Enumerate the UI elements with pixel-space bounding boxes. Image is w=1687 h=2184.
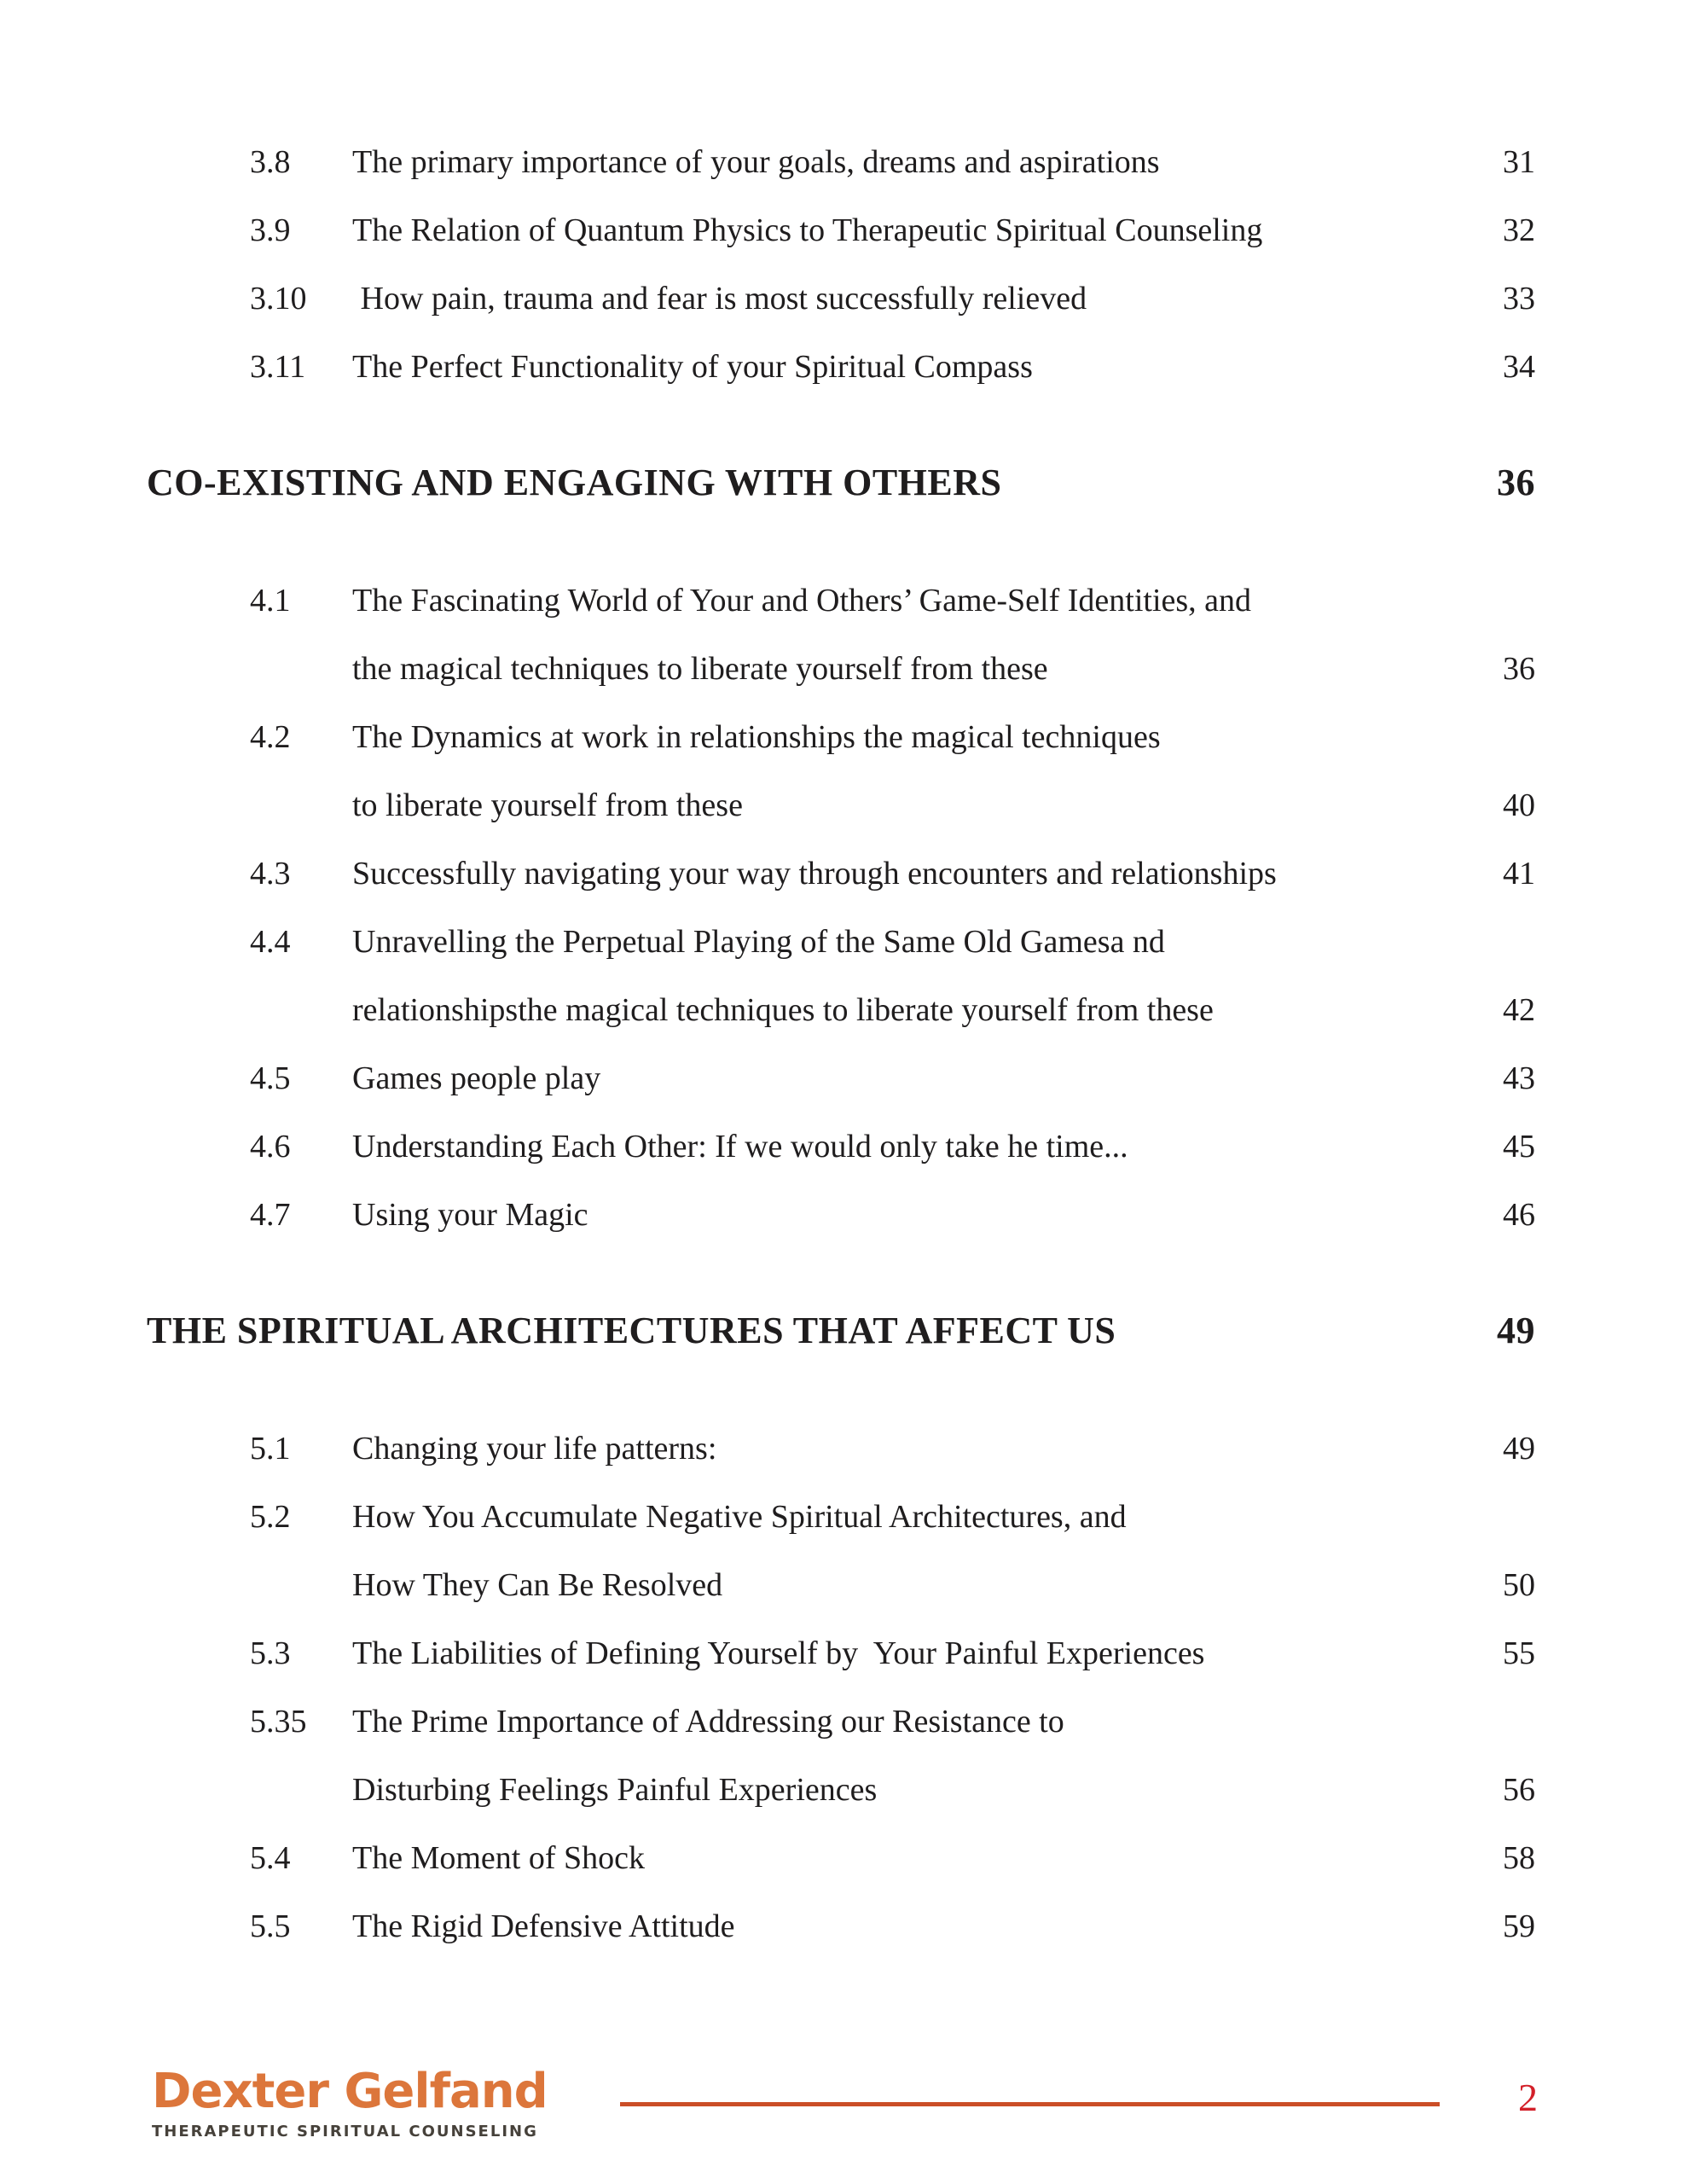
- toc-entry-line: [250, 1756, 1535, 1824]
- toc-section-heading: [147, 1297, 1535, 1365]
- toc-entry: [147, 566, 1535, 703]
- toc-entry: [147, 1181, 1535, 1249]
- entry-page-number: 59: [1503, 1908, 1535, 1944]
- section-title: CO-EXISTING AND ENGAGING WITH OTHERS: [147, 462, 1002, 503]
- toc-entry-line: [250, 333, 1535, 401]
- entry-number: 4.2: [250, 719, 291, 755]
- entry-title-line: the magical techniques to liberate yourself from these: [352, 651, 1048, 687]
- logo-wordmark: Dexter Gelfand: [152, 2064, 548, 2119]
- entry-page-number: 34: [1503, 349, 1535, 385]
- entry-page-number: 50: [1503, 1567, 1535, 1603]
- entry-number: 5.5: [250, 1908, 291, 1944]
- entry-number: 3.11: [250, 349, 306, 385]
- entry-page-number: 31: [1503, 144, 1535, 180]
- entry-page-number: 33: [1503, 281, 1535, 317]
- toc-entry-line: [250, 1414, 1535, 1483]
- section-page-number: 36: [1497, 462, 1535, 503]
- entry-title-line: How pain, trauma and fear is most successfully relieved: [352, 281, 1087, 317]
- entry-title-line: Changing your life patterns:: [352, 1431, 717, 1467]
- entry-title-line: relationshipsthe magical techniques to liberate yourself from these: [352, 992, 1214, 1028]
- entry-title-line: The Liabilities of Defining Yourself by Your Painful Experiences: [352, 1635, 1205, 1671]
- toc-entry-line: [250, 566, 1535, 635]
- entry-number: 4.1: [250, 583, 291, 619]
- entry-page-number: 56: [1503, 1772, 1535, 1808]
- entry-title-line: Using your Magic: [352, 1197, 588, 1233]
- toc-section-heading: [147, 449, 1535, 517]
- entry-page-number: [1458, 908, 1535, 976]
- entry-number: [250, 635, 352, 703]
- entry-page-number: 40: [1503, 787, 1535, 823]
- entry-number: 4.5: [250, 1060, 291, 1096]
- logo-tagline: THERAPEUTIC SPIRITUAL COUNSELING: [152, 2123, 538, 2140]
- entry-number: 4.3: [250, 856, 291, 892]
- entry-number: 4.4: [250, 924, 291, 960]
- entry-number: 4.7: [250, 1197, 291, 1233]
- entry-page-number: 41: [1503, 856, 1535, 892]
- toc-entry: [147, 264, 1535, 333]
- toc-entry-line: [250, 1044, 1535, 1112]
- toc-entry: [147, 1619, 1535, 1687]
- entry-title-line: Successfully navigating your way through encounters and relationships: [352, 856, 1277, 892]
- entry-title-line: Unravelling the Perpetual Playing of the Same Old Gamesa nd: [352, 924, 1165, 960]
- toc-entry-line: [250, 771, 1535, 839]
- toc-entry: [147, 1687, 1535, 1824]
- toc-entry-line: [250, 635, 1535, 703]
- toc-entry: [147, 128, 1535, 196]
- entry-title-line: The Moment of Shock: [352, 1840, 646, 1876]
- entry-page-number: 36: [1503, 651, 1535, 687]
- toc-entry: [147, 703, 1535, 839]
- entry-page-number: 46: [1503, 1197, 1535, 1233]
- entry-page-number: 32: [1503, 212, 1535, 248]
- toc-entry: [147, 908, 1535, 1044]
- entry-number: 3.9: [250, 212, 291, 248]
- entry-title-line: The primary importance of your goals, dreams and aspirations: [352, 144, 1160, 180]
- entry-page-number: 42: [1503, 992, 1535, 1028]
- toc-entry-line: [250, 264, 1535, 333]
- toc-entry: [147, 1112, 1535, 1181]
- entry-number: 5.4: [250, 1840, 291, 1876]
- entry-title-line: The Relation of Quantum Physics to Therapeutic Spiritual Counseling: [352, 212, 1263, 248]
- entry-page-number: [1458, 1687, 1535, 1756]
- entry-page-number: [1458, 1483, 1535, 1551]
- toc-entry: [147, 1044, 1535, 1112]
- section-title: THE SPIRITUAL ARCHITECTURES THAT AFFECT US: [147, 1310, 1116, 1351]
- entry-number: [250, 976, 352, 1044]
- toc-entry-line: [250, 1551, 1535, 1619]
- toc-entry: [147, 1824, 1535, 1892]
- toc-entry-line: [250, 1892, 1535, 1960]
- entry-page-number: [1458, 566, 1535, 635]
- entry-page-number: 55: [1503, 1635, 1535, 1671]
- entry-number: [250, 1551, 352, 1619]
- entry-number: 3.8: [250, 144, 291, 180]
- entry-title-line: How They Can Be Resolved: [352, 1567, 723, 1603]
- entry-title-line: How You Accumulate Negative Spiritual Architectures, and: [352, 1499, 1127, 1535]
- toc-entry-line: [250, 1824, 1535, 1892]
- entry-title-line: The Fascinating World of Your and Others’ Game-Self Identities, and: [352, 583, 1252, 619]
- entry-title-line: Disturbing Feelings Painful Experiences: [352, 1772, 878, 1808]
- toc-entry-line: [250, 1181, 1535, 1249]
- dexter-gelfand-logo: [152, 2064, 548, 2140]
- entry-title-line: The Prime Importance of Addressing our Resistance to: [352, 1704, 1064, 1740]
- toc-entry: [147, 196, 1535, 264]
- toc-entry-line: [250, 976, 1535, 1044]
- entry-number: 5.2: [250, 1499, 291, 1535]
- entry-number: 4.6: [250, 1129, 291, 1165]
- entry-title-line: The Dynamics at work in relationships the magical techniques: [352, 719, 1161, 755]
- entry-title-line: Games people play: [352, 1060, 601, 1096]
- toc-entry-line: [250, 839, 1535, 908]
- section-page-number: 49: [1497, 1310, 1535, 1351]
- toc-entry: [147, 1414, 1535, 1483]
- entry-page-number: [1458, 703, 1535, 771]
- toc-entry-line: [250, 128, 1535, 196]
- entry-title-line: The Rigid Defensive Attitude: [352, 1908, 735, 1944]
- entry-title-line: Understanding Each Other: If we would only take he time...: [352, 1129, 1128, 1165]
- page-number: 2: [1518, 2076, 1538, 2119]
- entry-page-number: 45: [1503, 1129, 1535, 1165]
- toc-entry: [147, 1483, 1535, 1619]
- entry-title-line: The Perfect Functionality of your Spiritual Compass: [352, 349, 1033, 385]
- entry-page-number: 43: [1503, 1060, 1535, 1096]
- entry-number: [250, 1756, 352, 1824]
- entry-title-line: to liberate yourself from these: [352, 787, 743, 823]
- footer-divider-line: [620, 2102, 1440, 2106]
- entry-number: 3.10: [250, 281, 307, 317]
- entry-page-number: 58: [1503, 1840, 1535, 1876]
- toc-entry-line: [250, 703, 1535, 771]
- toc-entry-line: [250, 908, 1535, 976]
- toc-entry-line: [250, 1687, 1535, 1756]
- entry-page-number: 49: [1503, 1431, 1535, 1467]
- toc-entry-line: [250, 1483, 1535, 1551]
- toc-entry-line: [250, 1112, 1535, 1181]
- entry-number: [250, 771, 352, 839]
- toc-entry: [147, 839, 1535, 908]
- entry-number: 5.3: [250, 1635, 291, 1671]
- toc-entry: [147, 1892, 1535, 1960]
- toc-entry-line: [250, 1619, 1535, 1687]
- toc-entry-line: [250, 196, 1535, 264]
- entry-number: 5.35: [250, 1704, 307, 1740]
- toc-entry: [147, 333, 1535, 401]
- entry-number: 5.1: [250, 1431, 291, 1467]
